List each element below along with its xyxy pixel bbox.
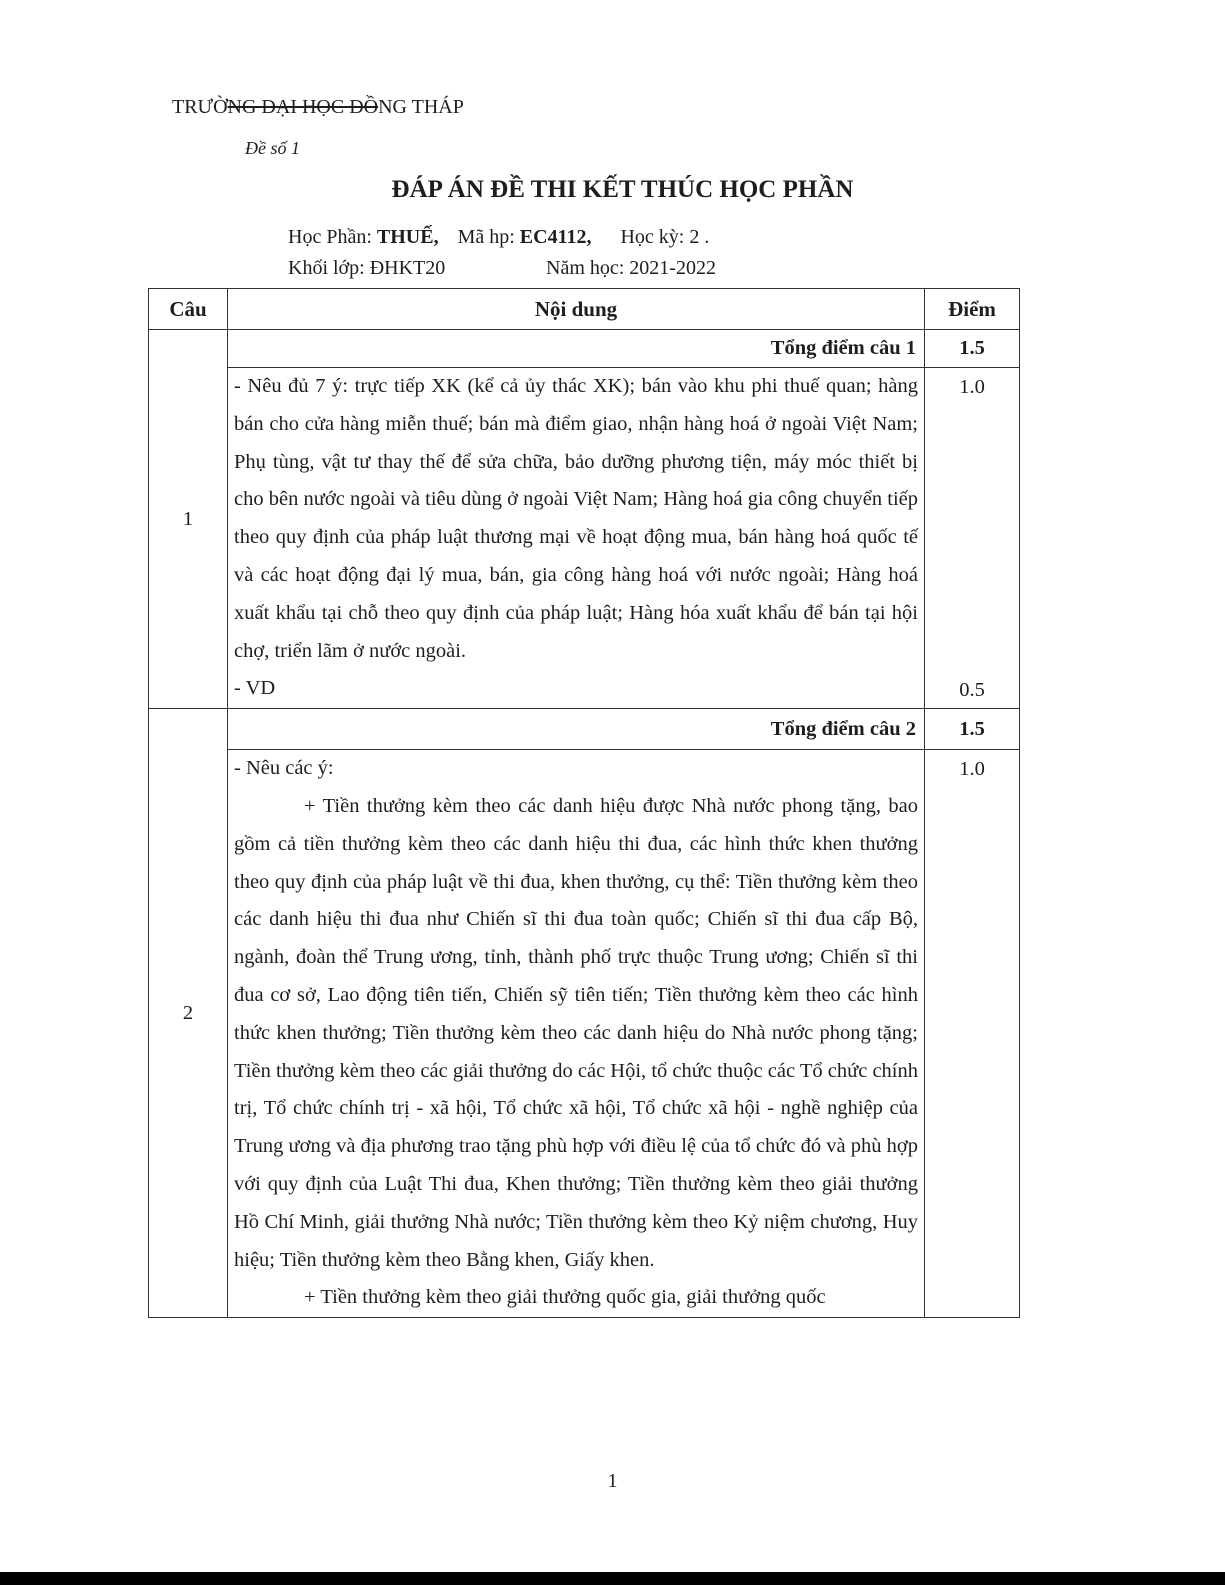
q2-total-label: Tổng điểm câu 2 xyxy=(228,709,925,750)
school-name-struck: NG ĐẠI HỌC ĐỒ xyxy=(227,96,379,118)
exam-number: Đề số 1 xyxy=(245,138,300,158)
scan-edge xyxy=(0,1572,1225,1585)
page-number: 1 xyxy=(607,1470,618,1492)
q2-scores xyxy=(925,750,1020,1318)
header-question: Câu xyxy=(149,289,228,330)
school-name-prefix: TRƯỜ xyxy=(172,96,228,118)
q2-paragraph-2: + Tiền thưởng kèm theo giải thưởng quốc gia, giải thưởng quốc xyxy=(304,1286,826,1309)
q1-text: - Nêu đủ 7 ý: trực tiếp XK (kể cả ủy thác XK); bán vào khu phi thuế quan; hàng bán cho cửa hàng miễn thuế; bán mà điểm giao, nhận hàng hoá ở ngoài Việt Nam; Phụ tùng, vật tư thay thế để sửa chữa, bảo dưỡng phương tiện, máy móc thiết bị cho bên nước ngoài và tiêu dùng ở ngoài Việt Nam; Hàng hoá gia công chuyển tiếp theo quy định của pháp luật thương mại về hoạt động mua, bán hàng hoá quốc tế và các hoạt động đại lý mua, bán, gia công hàng hoá với nước ngoài; Hàng hoá xuất khẩu tại chỗ theo quy định của pháp luật; Hàng hóa xuất khẩu để bán tại hội chợ, triển lãm ở nước ngoài. xyxy=(234,375,918,662)
code-label: Mã hp: xyxy=(457,226,515,248)
q1-total-row xyxy=(149,330,1020,368)
q1-score-1: 1.0 xyxy=(959,376,985,398)
semester: Học kỳ: 2 . xyxy=(620,226,710,248)
table-header-row xyxy=(149,289,1020,330)
q2-content-row xyxy=(149,750,1020,1318)
q2-paragraph-1: + Tiền thưởng kèm theo các danh hiệu được Nhà nước phong tặng, bao gồm cả tiền thưởng kèm theo các danh hiệu thi đua, các hình thức khen thưởng theo quy định của pháp luật về thi đua, khen thưởng, cụ thể: Tiền thưởng kèm theo các danh hiệu thi đua như Chiến sĩ thi đua toàn quốc; Chiến sĩ thi đua cấp Bộ, ngành, đoàn thể Trung ương, tỉnh, thành phố trực thuộc Trung ương; Chiến sĩ thi đua cơ sở, Lao động tiên tiến, Chiến sỹ tiên tiến; Tiền thưởng kèm theo các hình thức khen thưởng; Tiền thưởng kèm theo các danh hiệu do Nhà nước phong tặng; Tiền thưởng kèm theo các giải thưởng do các Hội, tổ chức thuộc các Tổ chức chính trị, Tổ chức chính trị - xã hội, Tổ chức xã hội, Tổ chức xã hội - nghề nghiệp của Trung ương và địa phương trao tặng phù hợp với điều lệ của tổ chức đó và phù hợp với quy định của Luật Thi đua, Khen thưởng; Tiền thưởng kèm theo giải thưởng Hồ Chí Minh, giải thưởng Nhà nước; Tiền thưởng kèm theo Kỷ niệm chương, Huy hiệu; Tiền thưởng kèm theo Bằng khen, Giấy khen. xyxy=(234,794,918,1271)
q2-score-1: 1.0 xyxy=(959,758,985,781)
q2-number: 2 xyxy=(149,709,228,1318)
school-name-suffix: NG THÁP xyxy=(378,96,464,118)
course-code: EC4112, xyxy=(519,226,592,248)
class: Khối lớp: ĐHKT20 xyxy=(288,257,446,279)
header-score: Điểm xyxy=(925,289,1020,330)
course-label: Học Phần: xyxy=(288,226,372,248)
q1-content xyxy=(228,368,925,709)
q1-number: 1 xyxy=(149,330,228,709)
header-content: Nội dung xyxy=(228,289,925,330)
q1-content-row xyxy=(149,368,1020,709)
answer-table xyxy=(148,288,1020,1318)
q1-scores xyxy=(925,368,1020,709)
q1-score-2: 0.5 xyxy=(959,679,985,702)
q2-content xyxy=(228,750,925,1318)
document-title: ĐÁP ÁN ĐỀ THI KẾT THÚC HỌC PHẦN xyxy=(391,176,854,203)
q1-total-label: Tổng điểm câu 1 xyxy=(228,330,925,368)
course-info xyxy=(288,226,709,249)
q1-vd: - VD xyxy=(234,677,276,700)
school-year: Năm học: 2021-2022 xyxy=(546,257,716,279)
q2-total-row xyxy=(149,709,1020,750)
q1-total: 1.5 xyxy=(925,330,1020,368)
q2-intro: - Nêu các ý: xyxy=(234,757,334,780)
course-name: THUẾ, xyxy=(376,226,439,248)
q2-total: 1.5 xyxy=(925,709,1020,750)
school-name xyxy=(172,96,464,119)
class-info xyxy=(288,257,716,280)
